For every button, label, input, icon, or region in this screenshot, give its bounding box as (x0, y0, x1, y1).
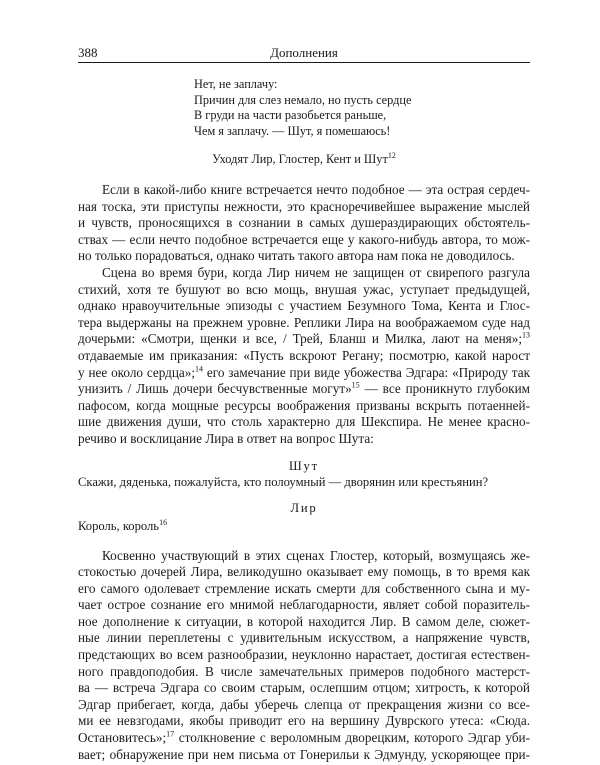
text-line: пафосом, когда мощные ресурсы воображения призваны вскрыть потаенней- (78, 397, 530, 413)
stage-direction-text: Уходят Лир, Глостер, Кент и Шут (212, 152, 388, 166)
verse-quote (194, 77, 530, 139)
book-page (78, 44, 530, 763)
text-line: ное дополнение к ситуации, в которой находится Лир. В самом деле, сюжет- (78, 613, 530, 629)
verse-line: В груди на части разобьется раньше, (194, 108, 387, 122)
verse-line: Причин для слез немало, но пусть сердце (194, 92, 412, 107)
text-line: ва — встреча Эдгара со своим старым, ослепшим отцом; хитрость, к которой (78, 680, 530, 696)
text-line: речиво и восклицание Лира в ответ на вопрос Шута: (78, 430, 374, 446)
text-line: но только порадоваться, однако читать такого автора нам пока не доводилось. (78, 248, 515, 264)
text-segment: у нее около сердца»; (78, 364, 196, 380)
text-line: Если в какой-либо книге встречается нечто подобное — эта острая сердеч- (102, 182, 530, 197)
footnote-marker: 15 (351, 380, 360, 390)
verse-line: Нет, не заплачу: (194, 77, 278, 91)
text-line: стокостью дочерей Лира, великодушно оказывает ему помощь, в то время как (78, 564, 530, 580)
footnote-marker: 13 (522, 330, 530, 340)
verse-line: Чем я заплачу. — Шут, я помешаюсь! (194, 123, 391, 138)
footnote-marker: 17 (166, 729, 175, 739)
page-number: 388 (78, 45, 98, 60)
text-line: Косвенно участвующий в этих сценах Глостер, который, возмущаясь же- (102, 547, 530, 563)
speech-line: Скажи, дяденька, пожалуйста, кто полоумный — дворянин или крестьянин? (78, 474, 489, 489)
text-line: однако нравоучительные эпизоды с участием Безумного Тома, Кента и Глос- (78, 298, 530, 314)
text-line: чает острое сознание его мнимой неблагодарности, являет собой поразитель- (78, 597, 530, 613)
paragraph-1 (78, 182, 530, 265)
text-line (78, 365, 530, 382)
text-line: тера выдержаны на прежнем уровне. Реплики Лира на воображаемом суде над (78, 314, 530, 330)
text-line: отдаваемые им приказания: «Пусть вскроют Регану; посмотрю, какой нарост (78, 347, 530, 363)
dialogue-fool (78, 458, 530, 490)
text-segment: — все проникнуто глубоким (359, 381, 530, 397)
text-line: ная тоска, эти приступы нежности, это красноречивейшее выражение мыслей (78, 198, 530, 214)
text-line: стихий, хотя те бушуют во всю мощь, внушая ужас, уступает предыдущей, (78, 281, 530, 297)
text-line: Эдгар прибегает, когда, дабы уберечь слепца от прекращения жизни со все- (78, 696, 530, 712)
paragraph-3 (78, 548, 530, 764)
text-line: его самого одолевает стремление искать смерти для собственного сына и му- (78, 580, 530, 596)
text-line: вает; обнаружение при нем письма от Гонерильи к Эдмунду, ускоряющее при- (78, 746, 530, 762)
section-title: Дополнения (270, 45, 338, 60)
paragraph-2 (78, 265, 530, 448)
footnote-marker: 14 (195, 364, 204, 374)
stage-direction (78, 151, 530, 167)
text-segment: столкновение с вероломным дворецким, которого Эдгар уби- (174, 730, 530, 746)
text-line: и чувств, проносящихся в сознании в самых душераздирающих обстоятель- (78, 215, 530, 231)
speech-line (78, 518, 530, 534)
footnote-marker: 16 (159, 517, 168, 527)
text-segment: его замечание при виде убожества Эдгара: «Природу так (203, 364, 530, 380)
running-head (78, 44, 530, 63)
text-line: ные линии переплетены с удивительным искусством, а напряжение чувств, (78, 630, 530, 646)
speaker-name: Шут (289, 458, 319, 473)
text-line (78, 381, 530, 398)
text-segment: дочерьми: «Смотри, щенки и все, / Трей, Бланш и Милка, лают на меня»; (78, 331, 522, 347)
text-segment: унизить / Лишь дочери бесчувственные могут» (78, 381, 352, 397)
text-line: предстающих во всем разнообразии, неуклонно нарастает, достигая естествен- (78, 647, 530, 663)
footnote-marker: 12 (387, 150, 396, 160)
speech-text: Король, король (78, 518, 160, 533)
speaker-name: Лир (290, 500, 318, 515)
dialogue-lear (78, 500, 530, 534)
text-line: ного правдоподобия. В числе замечательных примеров подобного мастерст- (78, 663, 530, 679)
text-line: ми ее невзгодами, якобы приводит его на вершину Дуврского утеса: «Сюда. (78, 713, 530, 729)
text-line: ствах — если нечто подобное встречается еще у какого-нибудь автора, то мож- (78, 231, 530, 247)
text-segment: Остановитесь»; (78, 730, 167, 746)
text-line: шие движения души, что столь характерно для Шекспира. Не менее красно- (78, 414, 530, 430)
text-line (78, 730, 530, 747)
text-line: Сцена во время бури, когда Лир ничем не защищен от свирепого разгула (102, 264, 530, 280)
text-line (78, 331, 530, 348)
